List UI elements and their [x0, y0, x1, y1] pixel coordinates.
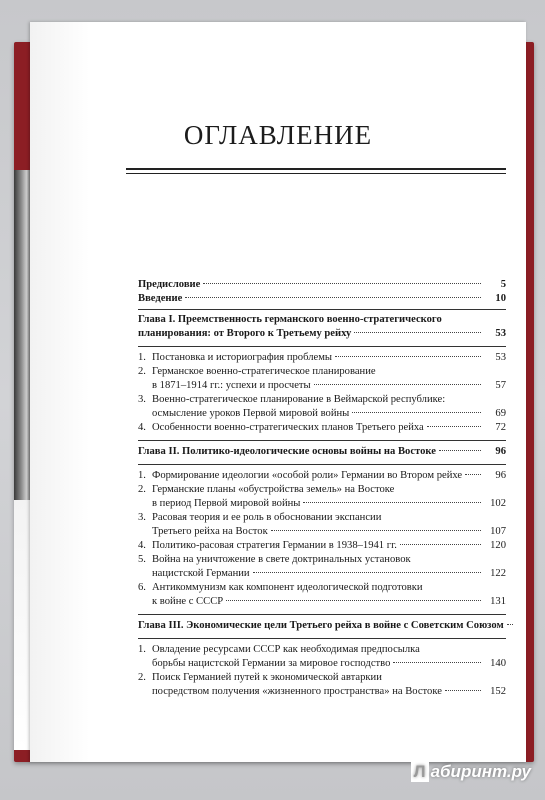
leader-dots	[354, 332, 481, 333]
toc-section-1-3[interactable]: 3. Военно-стратегическое планирование в Веймарской республике:	[138, 394, 446, 405]
toc-section-2-2[interactable]: 2. Германские планы «обустройства земель» на Востоке	[138, 484, 395, 495]
toc-section-2-5-cont[interactable]: нацистской Германии 122	[152, 568, 506, 579]
toc-chapter-1-heading[interactable]: Глава I. Преемственность германского военно-стратегического	[138, 314, 442, 325]
leader-dots	[393, 662, 481, 663]
labirint-watermark: Л абиринт.ру	[411, 762, 531, 782]
toc-section-1-2[interactable]: 2. Германское военно-стратегическое планирование	[138, 366, 376, 377]
leader-dots	[253, 572, 481, 573]
labirint-logo-icon: Л	[411, 762, 429, 782]
toc-divider	[138, 638, 506, 639]
toc-section-2-6-cont[interactable]: к войне с СССР 131	[152, 596, 506, 607]
toc-chapter-1-heading-cont[interactable]: планирования: от Второго к Третьему рейху 53	[138, 328, 506, 339]
toc-section-2-1[interactable]: 1. Формирование идеологии «особой роли» Германии во Втором рейхе 96	[138, 470, 506, 481]
toc-section-2-3-cont[interactable]: Третьего рейха на Восток 107	[152, 526, 506, 537]
toc-section-2-2-cont[interactable]: в период Первой мировой войны 102	[152, 498, 506, 509]
leader-dots	[400, 544, 481, 545]
leader-dots	[226, 600, 481, 601]
toc-chapter-2-heading[interactable]: Глава II. Политико-идеологические основы войны на Востоке 96	[138, 446, 506, 457]
toc-section-2-3[interactable]: 3. Расовая теория и ее роль в обосновании экспансии	[138, 512, 382, 523]
leader-dots	[445, 690, 481, 691]
leader-dots	[314, 384, 481, 385]
toc-section-3-2[interactable]: 2. Поиск Германией путей к экономической автаркии	[138, 672, 382, 683]
leader-dots	[439, 450, 481, 451]
toc-divider	[138, 464, 506, 465]
leader-dots	[271, 530, 481, 531]
leader-dots	[507, 624, 513, 625]
leader-dots	[303, 502, 481, 503]
leader-dots	[427, 426, 481, 427]
toc-section-1-4[interactable]: 4. Особенности военно-стратегических планов Третьего рейха 72	[138, 422, 506, 433]
toc-divider	[138, 309, 506, 310]
leader-dots	[335, 356, 481, 357]
toc-entry-introduction[interactable]: Введение 10	[138, 293, 506, 304]
title-rule-thick	[126, 168, 506, 170]
page-title: ОГЛАВЛЕНИЕ	[183, 120, 373, 150]
toc-divider	[138, 440, 506, 441]
toc-section-1-3-cont[interactable]: осмысление уроков Первой мировой войны 69	[152, 408, 506, 419]
title-rule-thin	[126, 173, 506, 174]
leader-dots	[185, 297, 481, 298]
toc-section-3-2-cont[interactable]: посредством получения «жизненного пространства» на Востоке 152	[152, 686, 506, 697]
toc-divider	[138, 346, 506, 347]
toc-section-2-6[interactable]: 6. Антикоммунизм как компонент идеологической подготовки	[138, 582, 423, 593]
toc-divider	[138, 614, 506, 615]
leader-dots	[203, 283, 481, 284]
leader-dots	[465, 474, 481, 475]
toc-section-3-1-cont[interactable]: борьбы нацистской Германии за мировое господство 140	[152, 658, 506, 669]
toc-chapter-3-heading[interactable]: Глава III. Экономические цели Третьего рейха в войне с Советским Союзом	[138, 619, 506, 633]
leader-dots	[352, 412, 481, 413]
toc-section-3-1[interactable]: 1. Овладение ресурсами СССР как необходимая предпосылка	[138, 644, 420, 655]
book-page	[30, 22, 526, 762]
toc-section-1-2-cont[interactable]: в 1871–1914 гг.: успехи и просчеты 57	[152, 380, 506, 391]
toc-entry-preface[interactable]: Предисловие 5	[138, 279, 506, 290]
toc-section-2-5[interactable]: 5. Война на уничтожение в свете доктринальных установок	[138, 554, 411, 565]
toc-section-1-1[interactable]: 1. Постановка и историография проблемы 53	[138, 352, 506, 363]
toc-section-2-4[interactable]: 4. Политико-расовая стратегия Германии в 1938–1941 гг. 120	[138, 540, 506, 551]
